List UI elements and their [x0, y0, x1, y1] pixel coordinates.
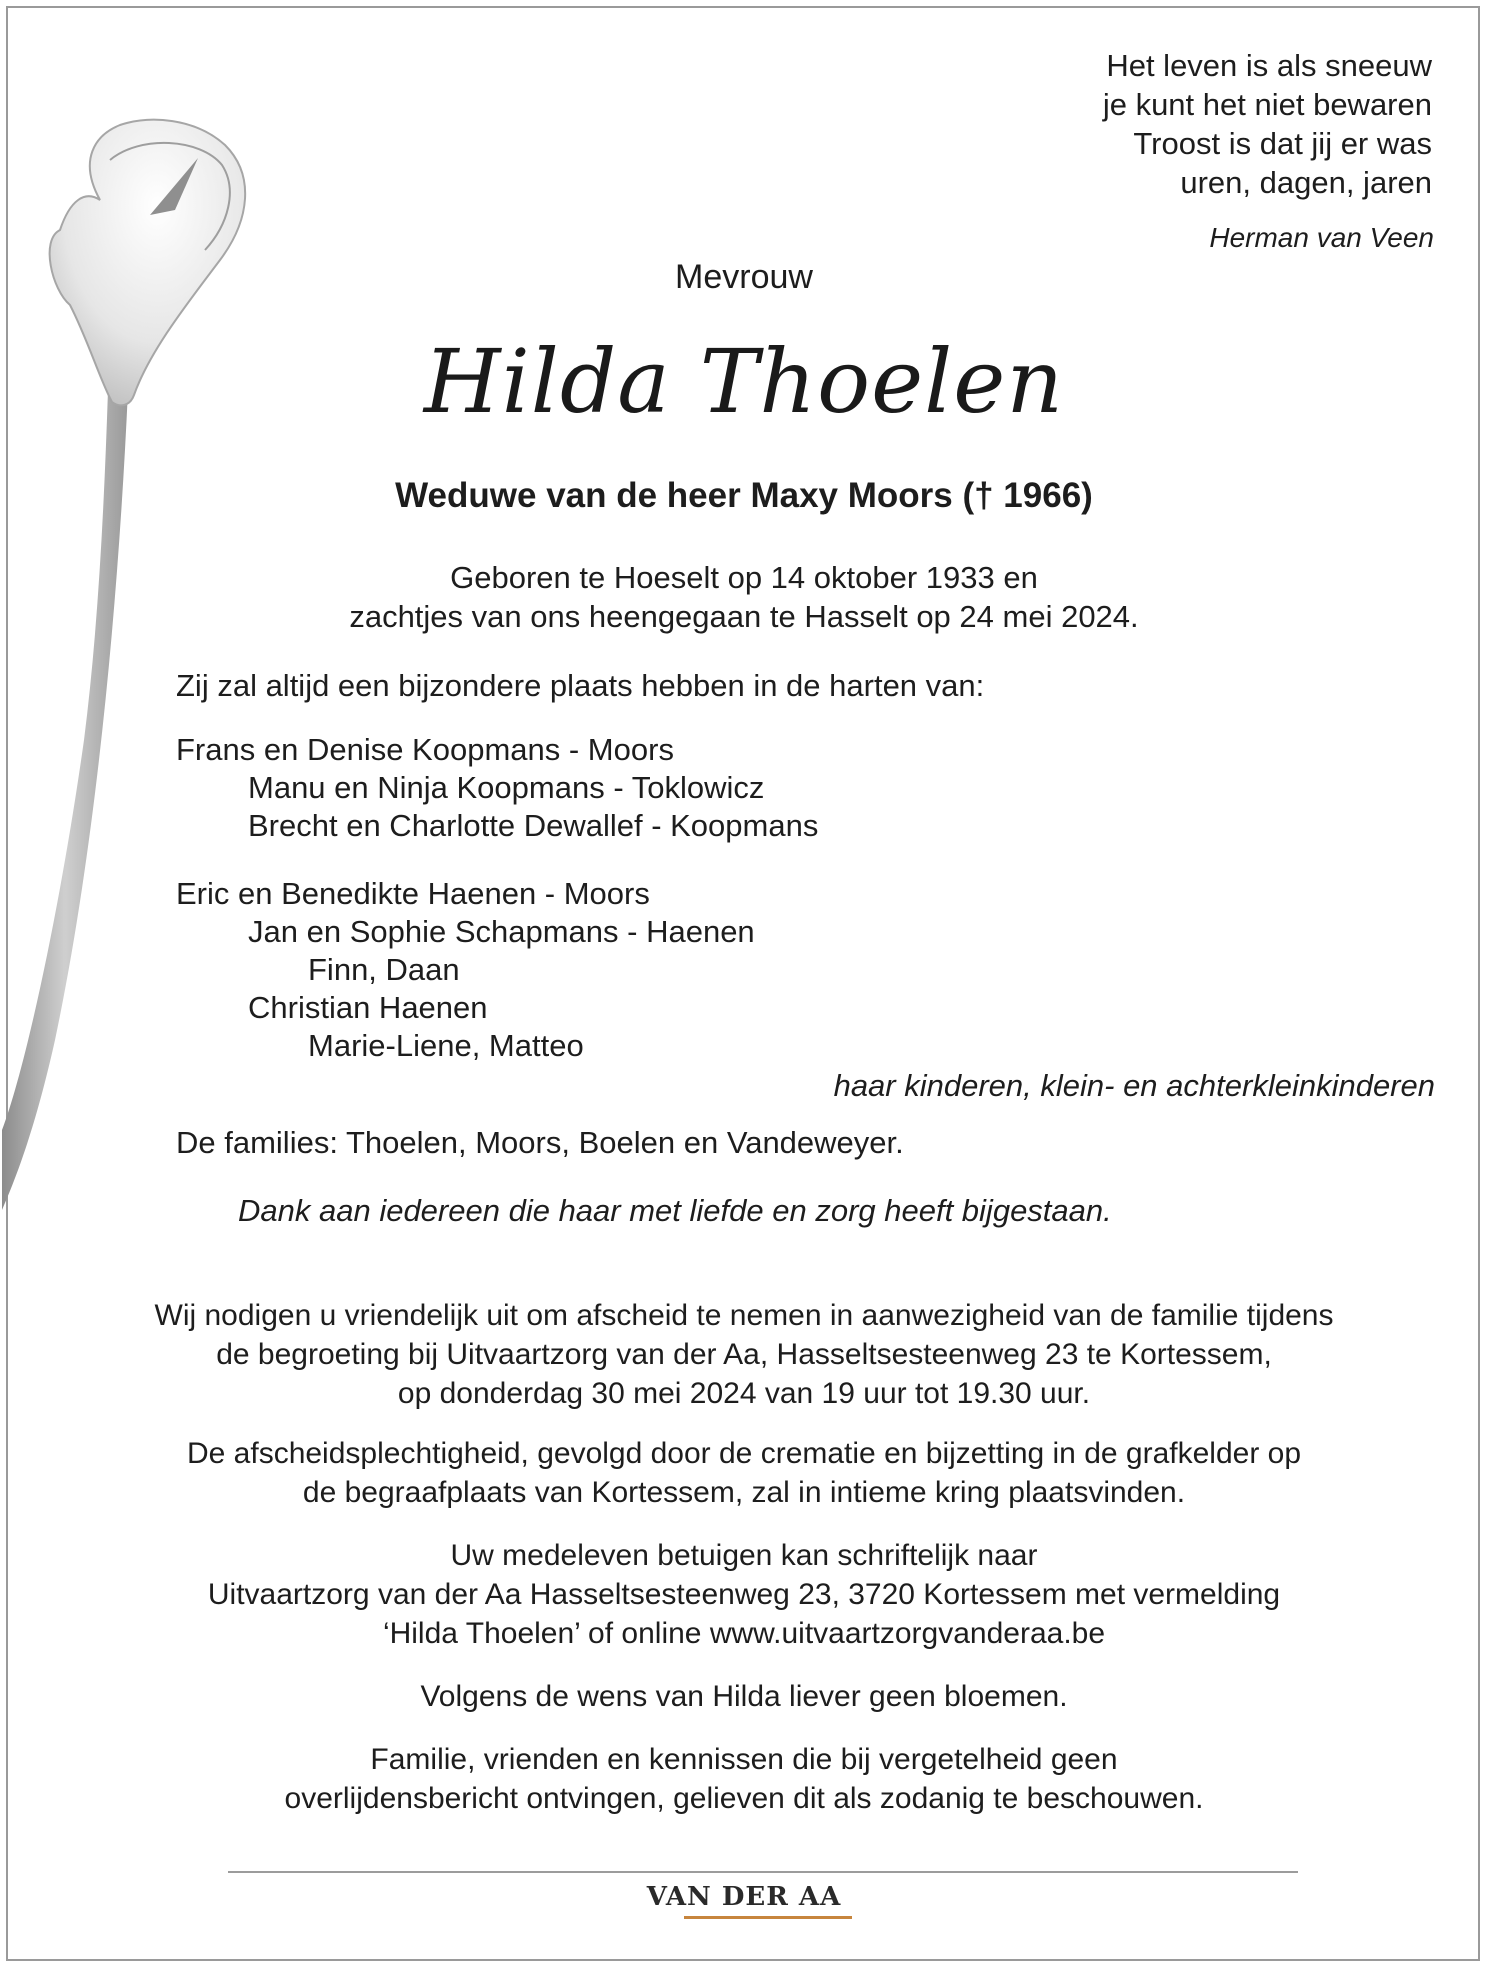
families-line: De families: Thoelen, Moors, Boelen en Vandeweyer.	[176, 1125, 904, 1160]
family-member: Eric en Benedikte Haenen - Moors	[176, 876, 650, 911]
family-intro: Zij zal altijd een bijzondere plaats hebben in de harten van:	[176, 668, 985, 703]
funeral-home-logo: VAN DER AA	[646, 1882, 842, 1912]
deceased-name: Hilda Thoelen	[423, 330, 1065, 433]
invitation-line: op donderdag 30 mei 2024 van 19 uur tot 19.30 uur.	[397, 1377, 1091, 1410]
poem-line: Het leven is als sneeuw	[1106, 48, 1432, 83]
invitation-line: Wij nodigen u vriendelijk uit om afscheid te nemen in aanwezigheid van de familie tijdens	[154, 1299, 1334, 1332]
footer-divider	[228, 1871, 1298, 1873]
family-member: Marie-Liene, Matteo	[308, 1028, 584, 1063]
ceremony-line: de begraafplaats van Kortessem, zal in intieme kring plaatsvinden.	[302, 1476, 1186, 1509]
widow-line: Weduwe van de heer Maxy Moors († 1966)	[395, 476, 1093, 515]
logo-accent-rule	[684, 1916, 852, 1919]
title-prefix: Mevrouw	[675, 258, 813, 296]
poem-line: uren, dagen, jaren	[1180, 165, 1432, 200]
condolences-paragraph	[0, 1536, 1488, 1653]
family-member: Finn, Daan	[308, 952, 460, 987]
birth-death-lines	[0, 558, 1488, 636]
poem-author: Herman van Veen	[1209, 222, 1434, 253]
notice-line: Familie, vrienden en kennissen die bij vergetelheid geen	[370, 1743, 1118, 1776]
family-caption: haar kinderen, klein- en achterkleinkinderen	[833, 1068, 1435, 1103]
condolences-line: ‘Hilda Thoelen’ of online www.uitvaartzorgvanderaa.be	[382, 1617, 1106, 1650]
thanks-line: Dank aan iedereen die haar met liefde en zorg heeft bijgestaan.	[238, 1193, 1112, 1228]
notice-line: overlijdensbericht ontvingen, gelieven dit als zodanig te beschouwen.	[284, 1782, 1204, 1815]
invitation-line: de begroeting bij Uitvaartzorg van der Aa, Hasseltsesteenweg 23 te Kortessem,	[216, 1338, 1272, 1371]
condolences-line: Uitvaartzorg van der Aa Hasseltsesteenweg 23, 3720 Kortessem met vermelding	[207, 1578, 1281, 1611]
poem-line: je kunt het niet bewaren	[1102, 87, 1432, 122]
died-line: zachtjes van ons heengegaan te Hasselt op 24 mei 2024.	[349, 599, 1139, 634]
family-member: Christian Haenen	[248, 990, 488, 1025]
flowers-line: Volgens de wens van Hilda liever geen bloemen.	[420, 1680, 1068, 1713]
born-line: Geboren te Hoeselt op 14 oktober 1933 en	[450, 560, 1038, 595]
family-member: Frans en Denise Koopmans - Moors	[176, 732, 674, 767]
invitation-paragraph	[0, 1296, 1488, 1413]
condolences-line: Uw medeleven betuigen kan schriftelijk naar	[450, 1539, 1038, 1572]
ceremony-line: De afscheidsplechtigheid, gevolgd door de crematie en bijzetting in de grafkelder op	[186, 1437, 1302, 1470]
family-member: Brecht en Charlotte Dewallef - Koopmans	[248, 808, 819, 843]
poem	[1103, 46, 1432, 202]
notice-paragraph	[0, 1740, 1488, 1818]
family-member: Manu en Ninja Koopmans - Toklowicz	[248, 770, 765, 805]
family-member: Jan en Sophie Schapmans - Haenen	[248, 914, 755, 949]
poem-line: Troost is dat jij er was	[1133, 126, 1432, 161]
ceremony-paragraph	[0, 1434, 1488, 1512]
